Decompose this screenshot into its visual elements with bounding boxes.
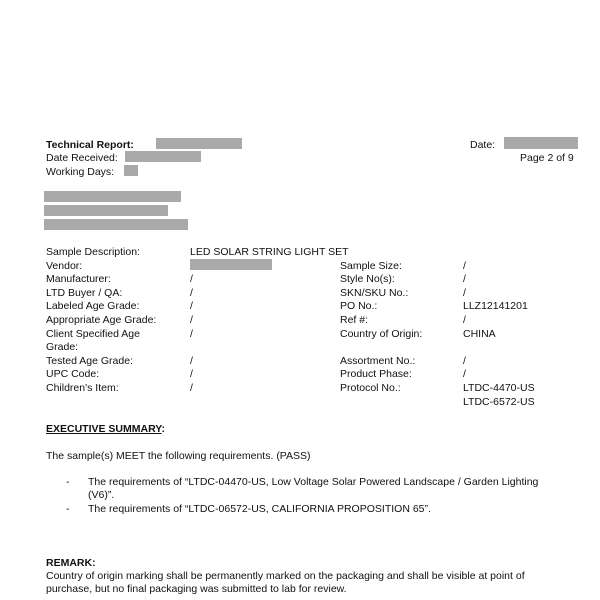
redacted-address-line-3 bbox=[44, 219, 188, 230]
assortment-no-value: / bbox=[463, 355, 466, 367]
protocol-no-value-1: LTDC-4470-US bbox=[463, 382, 535, 394]
redacted-report-number bbox=[156, 138, 242, 149]
vendor-label: Vendor: bbox=[46, 260, 83, 272]
sample-description-value: LED SOLAR STRING LIGHT SET bbox=[190, 246, 349, 258]
labeled-age-grade-label: Labeled Age Grade: bbox=[46, 300, 140, 312]
labeled-age-grade-value: / bbox=[190, 300, 193, 312]
tested-age-grade-value: / bbox=[190, 355, 193, 367]
bullet-1-line-2: (V6)”. bbox=[88, 489, 115, 501]
childrens-item-value: / bbox=[190, 382, 193, 394]
bullet-2-line-1: The requirements of “LTDC-06572-US, CALIFORNIA PROPOSITION 65”. bbox=[88, 503, 431, 515]
date-received-label: Date Received: bbox=[46, 152, 118, 164]
upc-code-value: / bbox=[190, 368, 193, 380]
country-of-origin-value: CHINA bbox=[463, 328, 496, 340]
country-of-origin-label: Country of Origin: bbox=[340, 328, 423, 340]
po-no-label: PO No.: bbox=[340, 300, 378, 312]
ltd-buyer-qa-value: / bbox=[190, 287, 193, 299]
upc-code-label: UPC Code: bbox=[46, 368, 100, 380]
ref-label: Ref #: bbox=[340, 314, 369, 326]
bullet-dash-1: - bbox=[66, 476, 70, 488]
style-no-label: Style No(s): bbox=[340, 273, 395, 285]
appropriate-age-grade-label: Appropriate Age Grade: bbox=[46, 314, 157, 326]
redacted-date-received bbox=[125, 151, 201, 162]
client-specified-age-label: Client Specified Age bbox=[46, 328, 140, 340]
summary-intro: The sample(s) MEET the following requirements. (PASS) bbox=[46, 450, 311, 462]
redacted-address-line-1 bbox=[44, 191, 181, 202]
assortment-no-label: Assortment No.: bbox=[340, 355, 416, 367]
executive-summary-heading-text: EXECUTIVE SUMMARY bbox=[46, 423, 162, 435]
style-no-value: / bbox=[463, 273, 466, 285]
date-label: Date: bbox=[470, 139, 496, 151]
redacted-address-line-2 bbox=[44, 205, 168, 216]
appropriate-age-grade-value: / bbox=[190, 314, 193, 326]
remark-line-1: Country of origin marking shall be permanently marked on the packaging and shall be visible at point of bbox=[46, 570, 525, 582]
protocol-no-label: Protocol No.: bbox=[340, 382, 401, 394]
sample-size-label: Sample Size: bbox=[340, 260, 402, 272]
sample-description-label: Sample Description: bbox=[46, 246, 140, 258]
ref-value: / bbox=[463, 314, 466, 326]
childrens-item-label: Children's Item: bbox=[46, 382, 119, 394]
skn-sku-no-value: / bbox=[463, 287, 466, 299]
client-specified-grade-label: Grade: bbox=[46, 341, 79, 353]
product-phase-label: Product Phase: bbox=[340, 368, 412, 380]
manufacturer-value: / bbox=[190, 273, 193, 285]
page-info: Page 2 of 9 bbox=[520, 152, 574, 164]
remark-heading: REMARK: bbox=[46, 557, 96, 569]
redacted-date bbox=[504, 137, 578, 149]
executive-summary-heading bbox=[46, 423, 165, 436]
redacted-vendor bbox=[190, 259, 272, 270]
remark-line-2: purchase, but no final packaging was submitted to lab for review. bbox=[46, 583, 347, 595]
technical-report-label: Technical Report: bbox=[46, 139, 134, 151]
ltd-buyer-qa-label: LTD Buyer / QA: bbox=[46, 287, 123, 299]
working-days-label: Working Days: bbox=[46, 166, 115, 178]
protocol-no-value-2: LTDC-6572-US bbox=[463, 396, 535, 408]
bullet-dash-2: - bbox=[66, 503, 70, 515]
bullet-1-line-1: The requirements of “LTDC-04470-US, Low Voltage Solar Powered Landscape / Garden Lighting bbox=[88, 476, 539, 488]
manufacturer-label: Manufacturer: bbox=[46, 273, 111, 285]
product-phase-value: / bbox=[463, 368, 466, 380]
sample-size-value: / bbox=[463, 260, 466, 272]
redacted-working-days bbox=[124, 165, 138, 176]
skn-sku-no-label: SKN/SKU No.: bbox=[340, 287, 409, 299]
tested-age-grade-label: Tested Age Grade: bbox=[46, 355, 133, 367]
client-specified-age-grade-value: / bbox=[190, 328, 193, 340]
executive-summary-heading-colon: : bbox=[161, 423, 166, 435]
po-no-value: LLZ12141201 bbox=[463, 300, 528, 312]
